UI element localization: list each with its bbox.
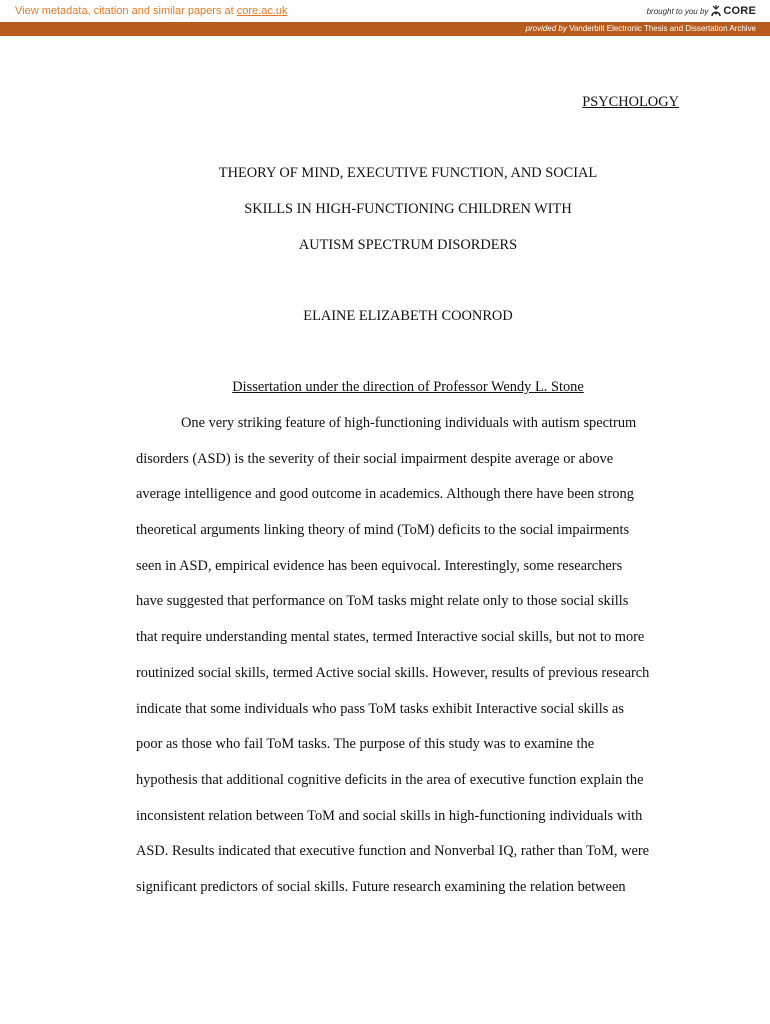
core-provided-source: Vanderbilt Electronic Thesis and Dissertation Archive [569, 24, 756, 33]
title-line-1: THEORY OF MIND, EXECUTIVE FUNCTION, AND SOCIAL [218, 165, 598, 181]
abstract-line: ASD. Results indicated that executive function and Nonverbal IQ, rather than ToM, were [136, 843, 650, 860]
abstract-line: disorders (ASD) is the severity of their social impairment despite average or above [136, 450, 614, 467]
abstract-line: significant predictors of social skills. Future research examining the relation between [136, 878, 626, 895]
abstract-line: have suggested that performance on ToM tasks might relate only to those social skills [136, 593, 629, 610]
core-logo-icon [710, 4, 722, 18]
core-brought-text: brought to you by [646, 6, 709, 16]
abstract-line: average intelligence and good outcome in academics. Although there have been strong [136, 486, 634, 503]
abstract-line: theoretical arguments linking theory of mind (ToM) deficits to the social impairments [136, 522, 630, 539]
abstract-body [136, 414, 684, 914]
core-provided-bar [0, 22, 770, 36]
core-provided-prefix: provided by [525, 24, 567, 33]
core-link[interactable]: core.ac.uk [236, 5, 288, 17]
core-header [0, 0, 770, 22]
abstract-line: seen in ASD, empirical evidence has been equivocal. Interestingly, some researchers [136, 557, 623, 574]
title-line-2: SKILLS IN HIGH-FUNCTIONING CHILDREN WITH [244, 201, 572, 217]
abstract-line: One very striking feature of high-functioning individuals with autism spectrum [181, 415, 637, 431]
abstract-line: poor as those who fail ToM tasks. The purpose of this study was to examine the [136, 736, 595, 753]
core-metadata-text: View metadata, citation and similar papers at [15, 5, 237, 17]
document-page [0, 36, 770, 1024]
department-label: PSYCHOLOGY [582, 94, 679, 110]
author-name: ELAINE ELIZABETH COONROD [303, 308, 513, 324]
core-logo-text: CORE [723, 5, 756, 17]
abstract-line: routinized social skills, termed Active social skills. However, results of previous research [136, 664, 650, 681]
core-metadata-notice [15, 5, 288, 17]
dissertation-direction: Dissertation under the direction of Professor Wendy L. Stone [232, 379, 584, 395]
abstract-line: indicate that some individuals who pass ToM tasks exhibit Interactive social skills as [136, 700, 624, 717]
core-brought-by[interactable] [647, 3, 756, 19]
title-line-3: AUTISM SPECTRUM DISORDERS [298, 237, 518, 253]
abstract-line: that require understanding mental states, termed Interactive social skills, but not to more [136, 629, 645, 646]
abstract-line: hypothesis that additional cognitive deficits in the area of executive function explain the [136, 771, 644, 788]
abstract-line: inconsistent relation between ToM and social skills in high-functioning individuals with [136, 807, 643, 824]
core-provided-by[interactable] [526, 24, 757, 33]
